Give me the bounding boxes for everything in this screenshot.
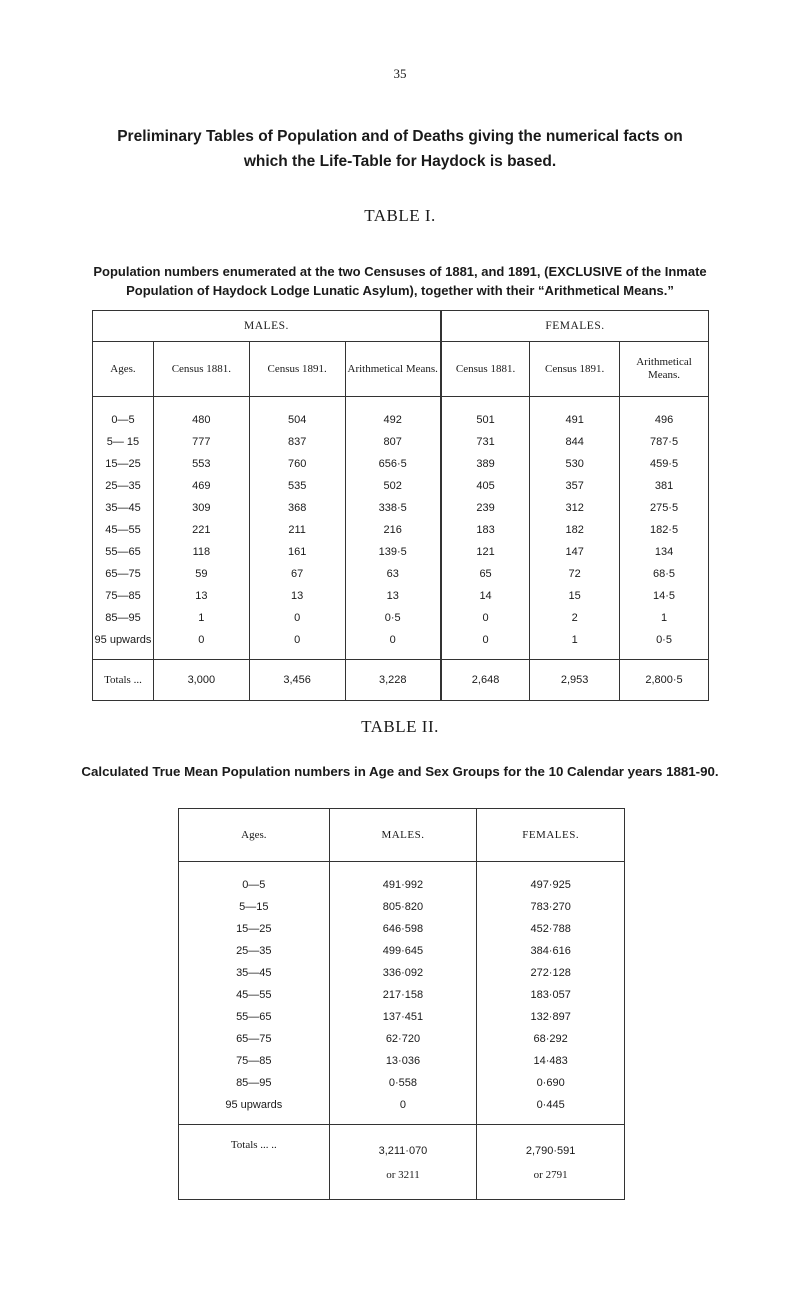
cell-males: 491·992	[329, 862, 477, 897]
cell-males: 646·598	[329, 918, 477, 940]
table2-totals-row	[179, 1125, 625, 1200]
cell-females-1881: 501	[441, 397, 530, 432]
table-row	[93, 519, 709, 541]
table-row	[179, 862, 625, 897]
cell-males-1881: 118	[153, 541, 249, 563]
cell-males-1891: 0	[249, 607, 345, 629]
table-row	[93, 585, 709, 607]
page-number: 35	[393, 66, 407, 81]
cell-females: 68·292	[477, 1028, 625, 1050]
cell-males-mean: 0·5	[345, 607, 441, 629]
table1-caption	[10, 262, 790, 300]
cell-females-1881: 2,648	[441, 660, 530, 701]
t2-total-males-value: 3,211·070	[378, 1145, 428, 1157]
cell-females-1891: 2,953	[530, 660, 620, 701]
age-cell: 45—55	[179, 984, 330, 1006]
cell-males: 217·158	[329, 984, 477, 1006]
cell-males: 336·092	[329, 962, 477, 984]
t2-total-females-rounded: or 2791	[533, 1169, 568, 1181]
age-cell: 65—75	[179, 1028, 330, 1050]
col-male-census-1881-header: Census 1881.	[153, 342, 249, 397]
cell-males: 137·451	[329, 1006, 477, 1028]
cell-females-mean: 68·5	[620, 563, 709, 585]
cell-males-1881: 1	[153, 607, 249, 629]
table1-caption-line-1: Population numbers enumerated at the two Censuses of 1881, and 1891, (EXCLUSIVE of the Inmate	[93, 264, 707, 279]
cell-females-1881: 183	[441, 519, 530, 541]
cell-males: 805·820	[329, 896, 477, 918]
cell-males-1891: 13	[249, 585, 345, 607]
table1-caption-line-2: Population of Haydock Lodge Lunatic Asylum), together with their “Arithmetical Means.”	[126, 283, 674, 298]
t2-totals-label: Totals ... ..	[179, 1125, 330, 1200]
table-row	[179, 940, 625, 962]
cell-males-1881: 309	[153, 497, 249, 519]
totals-label: Totals ...	[93, 660, 154, 701]
cell-males-mean: 3,228	[345, 660, 441, 701]
t2-totals-females	[477, 1125, 625, 1200]
age-cell: 35—45	[93, 497, 154, 519]
cell-females-mean: 0·5	[620, 629, 709, 660]
males-group-header: MALES.	[93, 311, 441, 342]
cell-males-1891: 67	[249, 563, 345, 585]
cell-females-1891: 844	[530, 431, 620, 453]
cell-females-mean: 787·5	[620, 431, 709, 453]
age-cell: 95 upwards	[93, 629, 154, 660]
age-cell: 15—25	[93, 453, 154, 475]
cell-males-1881: 59	[153, 563, 249, 585]
cell-females-1891: 2	[530, 607, 620, 629]
t2-total-males-rounded: or 3211	[386, 1169, 420, 1181]
cell-males: 499·645	[329, 940, 477, 962]
cell-males-1881: 469	[153, 475, 249, 497]
table1	[92, 310, 709, 701]
cell-females: 132·897	[477, 1006, 625, 1028]
cell-males: 62·720	[329, 1028, 477, 1050]
table-row	[93, 541, 709, 563]
table-row	[179, 1072, 625, 1094]
cell-females-mean: 459·5	[620, 453, 709, 475]
cell-females: 14·483	[477, 1050, 625, 1072]
cell-males-1891: 3,456	[249, 660, 345, 701]
cell-males-mean: 13	[345, 585, 441, 607]
cell-females: 384·616	[477, 940, 625, 962]
cell-females-mean: 381	[620, 475, 709, 497]
cell-females-1891: 15	[530, 585, 620, 607]
cell-males-mean: 807	[345, 431, 441, 453]
cell-females: 497·925	[477, 862, 625, 897]
age-cell: 95 upwards	[179, 1094, 330, 1125]
cell-males: 13·036	[329, 1050, 477, 1072]
cell-females: 783·270	[477, 896, 625, 918]
cell-females-1891: 491	[530, 397, 620, 432]
col-female-census-1881-header: Census 1881.	[441, 342, 530, 397]
heading-line-1: Preliminary Tables of Population and of Deaths giving the numerical facts on	[117, 128, 683, 145]
table-row	[93, 629, 709, 660]
age-cell: 25—35	[179, 940, 330, 962]
cell-females-1881: 0	[441, 607, 530, 629]
cell-females-mean: 14·5	[620, 585, 709, 607]
cell-females-1891: 182	[530, 519, 620, 541]
t2-col-ages-header: Ages.	[179, 809, 330, 862]
cell-females-mean: 496	[620, 397, 709, 432]
age-cell: 0—5	[93, 397, 154, 432]
table2-caption: Calculated True Mean Population numbers in Age and Sex Groups for the 10 Calendar years 1881-90.	[81, 764, 719, 779]
col-female-means-header: Arithmetical Means.	[620, 342, 709, 397]
table2	[178, 808, 625, 1200]
cell-males-1891: 0	[249, 629, 345, 660]
cell-males-mean: 656·5	[345, 453, 441, 475]
table-row	[93, 607, 709, 629]
table-row	[179, 984, 625, 1006]
age-cell: 55—65	[179, 1006, 330, 1028]
cell-males-mean: 0	[345, 629, 441, 660]
cell-females-1891: 147	[530, 541, 620, 563]
cell-females-1881: 731	[441, 431, 530, 453]
col-male-census-1891-header: Census 1891.	[249, 342, 345, 397]
age-cell: 55—65	[93, 541, 154, 563]
table-row	[93, 431, 709, 453]
cell-females-1881: 121	[441, 541, 530, 563]
table-row	[93, 563, 709, 585]
age-cell: 5—15	[179, 896, 330, 918]
table-row	[93, 453, 709, 475]
cell-males-1881: 3,000	[153, 660, 249, 701]
females-group-header: FEMALES.	[441, 311, 709, 342]
cell-males-1881: 13	[153, 585, 249, 607]
table-row	[179, 918, 625, 940]
age-cell: 45—55	[93, 519, 154, 541]
cell-males-mean: 502	[345, 475, 441, 497]
table-row	[179, 1006, 625, 1028]
cell-males-1891: 211	[249, 519, 345, 541]
cell-males-1881: 0	[153, 629, 249, 660]
cell-females: 452·788	[477, 918, 625, 940]
t2-col-females-header: FEMALES.	[477, 809, 625, 862]
t2-total-females-value: 2,790·591	[525, 1145, 576, 1157]
table-row	[179, 1028, 625, 1050]
table-row	[179, 1050, 625, 1072]
cell-females-1881: 65	[441, 563, 530, 585]
cell-females-1891: 357	[530, 475, 620, 497]
cell-males-1881: 777	[153, 431, 249, 453]
cell-males-mean: 492	[345, 397, 441, 432]
cell-males-1891: 368	[249, 497, 345, 519]
cell-females-1891: 530	[530, 453, 620, 475]
cell-females-1881: 389	[441, 453, 530, 475]
cell-males-1891: 535	[249, 475, 345, 497]
cell-females: 0·690	[477, 1072, 625, 1094]
cell-males-mean: 63	[345, 563, 441, 585]
cell-females-mean: 182·5	[620, 519, 709, 541]
cell-males-1881: 553	[153, 453, 249, 475]
table-row	[179, 1094, 625, 1125]
cell-females-mean: 2,800·5	[620, 660, 709, 701]
age-cell: 75—85	[93, 585, 154, 607]
cell-males-1891: 161	[249, 541, 345, 563]
cell-females-1881: 0	[441, 629, 530, 660]
table-row	[93, 475, 709, 497]
cell-females-1881: 239	[441, 497, 530, 519]
col-ages-header: Ages.	[93, 342, 154, 397]
cell-males: 0·558	[329, 1072, 477, 1094]
col-male-means-header: Arithmetical Means.	[345, 342, 441, 397]
table1-totals-row	[93, 660, 709, 701]
t2-totals-males	[329, 1125, 477, 1200]
cell-males-1891: 760	[249, 453, 345, 475]
col-female-census-1891-header: Census 1891.	[530, 342, 620, 397]
cell-females-1891: 312	[530, 497, 620, 519]
table-row	[93, 497, 709, 519]
age-cell: 85—95	[179, 1072, 330, 1094]
cell-males-mean: 139·5	[345, 541, 441, 563]
table1-title: TABLE I.	[364, 206, 436, 225]
page-heading	[40, 124, 760, 174]
t2-col-males-header: MALES.	[329, 809, 477, 862]
cell-females: 183·057	[477, 984, 625, 1006]
cell-females-1881: 405	[441, 475, 530, 497]
age-cell: 0—5	[179, 862, 330, 897]
age-cell: 65—75	[93, 563, 154, 585]
age-cell: 5— 15	[93, 431, 154, 453]
cell-males-mean: 216	[345, 519, 441, 541]
heading-line-2: which the Life-Table for Haydock is based.	[243, 153, 557, 170]
age-cell: 85—95	[93, 607, 154, 629]
cell-males-1891: 504	[249, 397, 345, 432]
cell-females: 0·445	[477, 1094, 625, 1125]
cell-males-1881: 221	[153, 519, 249, 541]
cell-females-1891: 72	[530, 563, 620, 585]
cell-males-mean: 338·5	[345, 497, 441, 519]
age-cell: 15—25	[179, 918, 330, 940]
table2-title: TABLE II.	[361, 717, 439, 736]
cell-males: 0	[329, 1094, 477, 1125]
cell-females-mean: 1	[620, 607, 709, 629]
table-row	[93, 397, 709, 432]
cell-males-1881: 480	[153, 397, 249, 432]
age-cell: 75—85	[179, 1050, 330, 1072]
age-cell: 25—35	[93, 475, 154, 497]
cell-males-1891: 837	[249, 431, 345, 453]
age-cell: 35—45	[179, 962, 330, 984]
table-row	[179, 962, 625, 984]
cell-females-mean: 134	[620, 541, 709, 563]
cell-females-mean: 275·5	[620, 497, 709, 519]
table-row	[179, 896, 625, 918]
cell-females-1881: 14	[441, 585, 530, 607]
cell-females: 272·128	[477, 962, 625, 984]
cell-females-1891: 1	[530, 629, 620, 660]
